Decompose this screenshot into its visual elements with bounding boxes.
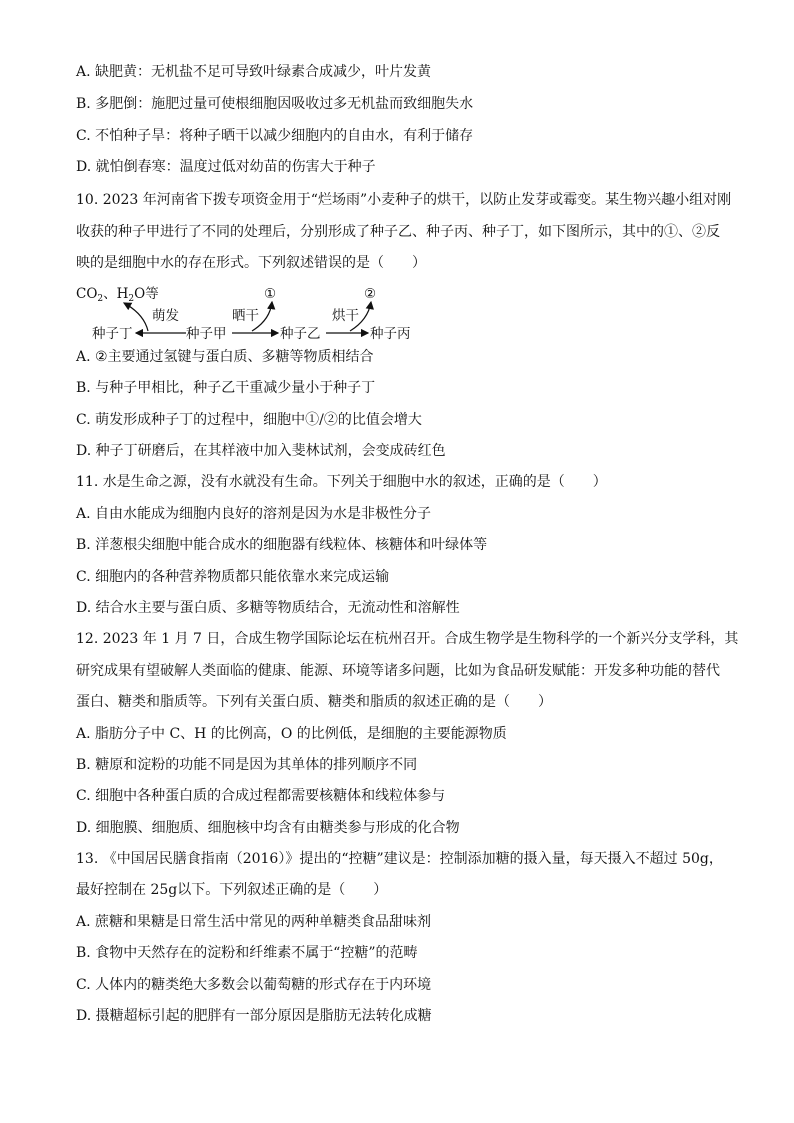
q10-option-a: A. ②主要通过氢键与蛋白质、多糖等物质相结合 [76,349,374,365]
q11-option-d: D. 结合水主要与蛋白质、多糖等物质结合，无流动性和溶解性 [76,600,460,616]
q13-stem-line1: 13. 《中国居民膳食指南（2016）》提出的“控糖”建议是：控制添加糖的摄入量，每天摄入不超过 50g， [76,851,723,867]
q10-stem-line2: 收获的种子甲进行了不同的处理后，分别形成了种子乙、种子丙、种子丁，如下图所示，其中的①、②反 [76,224,720,240]
q9-option-a: A. 缺肥黄：无机盐不足可导致叶绿素合成减少，叶片发黄 [76,64,432,80]
circle-2-label: ② [364,286,377,302]
q10-option-c: C. 萌发形成种子丁的过程中，细胞中①/②的比值会增大 [76,412,422,428]
q11-option-c: C. 细胞内的各种营养物质都只能依靠水来完成运输 [76,569,390,585]
q12-option-b: B. 糖原和淀粉的功能不同是因为其单体的排列顺序不同 [76,757,418,773]
q12-stem-line1: 12. 2023 年 1 月 7 日，合成生物学国际论坛在杭州召开。合成生物学是生物科学的一个新兴分支学科，其 [76,631,739,647]
q13-stem-line2: 最好控制在 25g以下。下列叙述正确的是（ ） [76,882,388,898]
q10-option-b: B. 与种子甲相比，种子乙干重减少量小于种子丁 [76,380,376,396]
q11-option-a: A. 自由水能成为细胞内良好的溶剂是因为水是非极性分子 [76,506,432,522]
q10-stem-line3: 映的是细胞中水的存在形式。下列叙述错误的是（ ） [76,255,426,271]
q13-option-b: B. 食物中天然存在的淀粉和纤维素不属于“控糖”的范畴 [76,945,418,961]
seed-bing-label: 种子丙 [370,326,411,342]
q12-stem-line3: 蛋白、糖类和脂质等。下列有关蛋白质、糖类和脂质的叙述正确的是（ ） [76,694,552,710]
q9-option-b: B. 多肥倒：施肥过量可使根细胞因吸收过多无机盐而致细胞失水 [76,96,474,112]
q12-option-d: D. 细胞膜、细胞质、细胞核中均含有由糖类参与形成的化合物 [76,820,460,836]
sprout-label: 萌发 [152,308,179,324]
q9-option-d: D. 就怕倒春寒：温度过低对幼苗的伤害大于种子 [76,159,376,175]
q10-stem-line1: 10. 2023 年河南省下拨专项资金用于“烂场雨”小麦种子的烘干，以防止发芽或霉变。某生物兴趣小组对刚 [76,192,732,208]
seed-jia-label: 种子甲 [186,326,227,342]
q11-stem-line1: 11. 水是生命之源，没有水就没有生命。下列关于细胞中水的叙述，正确的是（ ） [76,474,607,490]
q12-stem-line2: 研究成果有望破解人类面临的健康、能源、环境等诸多问题，比如为食品研发赋能：开发多种功能的替代 [76,663,720,679]
circle-1-label: ① [264,286,277,302]
co2-h2o-label: $CO_2$、$H_2O$等 [76,286,159,304]
seed-yi-label: 种子乙 [280,326,321,342]
q12-option-c: C. 细胞中各种蛋白质的合成过程都需要核糖体和线粒体参与 [76,788,446,804]
q13-option-d: D. 摄糖超标引起的肥胖有一部分原因是脂肪无法转化成糖 [76,1008,432,1024]
seed-process-diagram [74,280,434,342]
oven-dry-label: 烘干 [332,308,359,324]
q11-option-b: B. 洋葱根尖细胞中能合成水的细胞器有线粒体、核糖体和叶绿体等 [76,537,488,553]
q13-option-a: A. 蔗糖和果糖是日常生活中常见的两种单糖类食品甜味剂 [76,914,432,930]
seed-ding-label: 种子丁 [92,326,133,342]
sun-dry-label: 晒干 [232,308,259,324]
q9-option-c: C. 不怕种子旱：将种子晒干以减少细胞内的自由水，有利于储存 [76,128,474,144]
q10-option-d: D. 种子丁研磨后，在其样液中加入斐林试剂，会变成砖红色 [76,443,446,459]
q12-option-a: A. 脂肪分子中 C、H 的比例高，O 的比例低，是细胞的主要能源物质 [76,726,507,742]
q13-option-c: C. 人体内的糖类绝大多数会以葡萄糖的形式存在于内环境 [76,977,432,993]
